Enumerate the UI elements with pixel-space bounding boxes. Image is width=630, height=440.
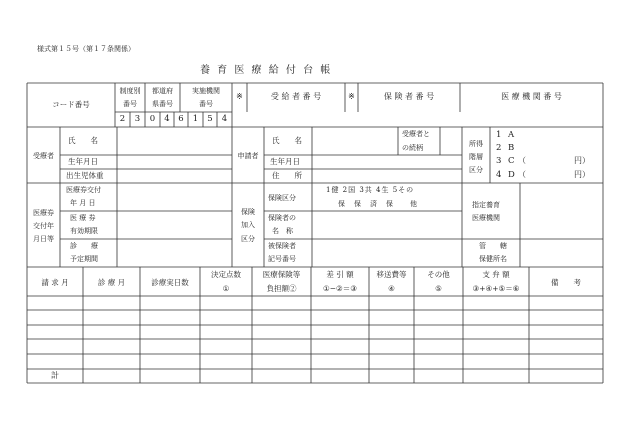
- insurance-label-2: 加入: [241, 221, 255, 229]
- form-number: 様式第１５号（第１７条関係）: [37, 45, 135, 53]
- income-label-1: 所得: [469, 140, 483, 148]
- insurance-label-3: 区分: [241, 235, 255, 243]
- insurance-label-1: 保険: [241, 208, 255, 216]
- exam-period-label-1: 診 療: [70, 242, 98, 250]
- column-payment-2: ③+④+⑤＝⑥: [472, 284, 520, 293]
- kome-mark-1: ※: [236, 92, 243, 101]
- column-insurance-share-1: 医療保険等: [262, 270, 301, 279]
- insurer-name-label-1: 保険者の: [268, 214, 296, 222]
- applicant-birthdate-label: 生年月日: [270, 157, 300, 166]
- valid-period-label-1: 医 療 券: [70, 214, 96, 222]
- insurer-number-label: 保 険 者 番 号: [383, 92, 435, 101]
- income-label-2: 階層: [469, 153, 483, 161]
- column-transport-1: 移送費等: [376, 270, 407, 279]
- column-transport-2: ④: [388, 284, 395, 293]
- designated-institution-label-1: 指定養育: [472, 201, 500, 209]
- todofuken-label-2: 県番号: [152, 100, 173, 108]
- birth-weight-label: 出生児体重: [66, 171, 104, 180]
- column-billing-month: 請 求 月: [41, 278, 69, 287]
- digit-box: 3: [134, 114, 141, 124]
- relation-label-2: の続柄: [402, 144, 423, 152]
- column-other-2: ⑤: [435, 284, 442, 293]
- digit-box: 5: [207, 114, 213, 124]
- insured-number-label-1: 被保険者: [268, 242, 296, 250]
- voucher-label-2: 交付年: [33, 222, 54, 230]
- patient-label: 受療者: [33, 152, 54, 160]
- income-label-3: 区分: [469, 166, 483, 174]
- issue-date-label-2: 年 月 日: [70, 199, 96, 207]
- digit-box: 1: [192, 114, 199, 124]
- code-number-label: コード番号: [52, 100, 90, 109]
- voucher-label-1: 医療券: [33, 209, 54, 217]
- column-treatment-month: 診 療 月: [97, 278, 126, 287]
- kome-mark-2: ※: [348, 92, 355, 101]
- jurisdiction-label-2: 保健所名: [479, 255, 507, 263]
- digit-box: 4: [221, 114, 228, 124]
- insured-number-label-2: 記号番号: [268, 255, 296, 263]
- exam-period-label-2: 予定期間: [70, 255, 98, 263]
- column-treatment-days: 診療実日数: [151, 278, 189, 287]
- column-deduction-1: 差 引 額: [326, 270, 354, 279]
- digit-box: 4: [164, 114, 170, 124]
- seido-label-1: 制度別: [119, 87, 141, 95]
- column-points-2: ①: [222, 284, 230, 293]
- column-other-1: その他: [427, 270, 450, 279]
- insurance-types-suffix: 保 保 済 保 他: [338, 200, 418, 208]
- column-payment-1: 支 弁 額: [482, 270, 510, 279]
- medical-institution-number-label: 医 療 機 関 番 号: [501, 92, 562, 101]
- column-deduction-2: ①−②＝③: [323, 284, 357, 293]
- issue-date-label-1: 医療券交付: [66, 186, 101, 194]
- total-label: 計: [51, 371, 59, 380]
- voucher-label-3: 月日等: [33, 235, 54, 243]
- column-insurance-share-2: 負担額②: [266, 284, 297, 293]
- jurisdiction-label-1: 管 轄: [479, 242, 507, 250]
- digit-box: 2: [119, 114, 126, 124]
- jisshi-label-1: 実施機関: [192, 87, 220, 95]
- applicant-address-label: 住 所: [272, 171, 302, 180]
- insurer-name-label-2: 名 称: [272, 227, 293, 235]
- patient-name-label: 氏 名: [68, 136, 98, 145]
- digit-box: 6: [178, 114, 184, 124]
- digit-box: 0: [149, 114, 156, 124]
- applicant-label: 申請者: [237, 152, 259, 160]
- insurance-category-label: 保険区分: [268, 194, 296, 202]
- column-points-1: 決定点数: [211, 270, 241, 279]
- designated-institution-label-2: 医療機関: [472, 214, 500, 222]
- recipient-number-label: 受 給 者 番 号: [270, 92, 322, 101]
- page-title: 養 育 医 療 給 付 台 帳: [200, 65, 333, 76]
- valid-period-label-2: 有効期限: [70, 227, 98, 235]
- column-remarks: 備 考: [551, 278, 581, 287]
- jisshi-label-2: 番号: [199, 100, 213, 108]
- seido-label-2: 番号: [123, 100, 137, 108]
- insurance-types: 1健 2国 3共 4生 5その: [326, 186, 415, 194]
- relation-label-1: 受療者と: [402, 130, 430, 138]
- patient-birthdate-label: 生年月日: [68, 157, 98, 166]
- applicant-name-label: 氏 名: [272, 136, 302, 145]
- todofuken-label-1: 都道府: [152, 87, 173, 95]
